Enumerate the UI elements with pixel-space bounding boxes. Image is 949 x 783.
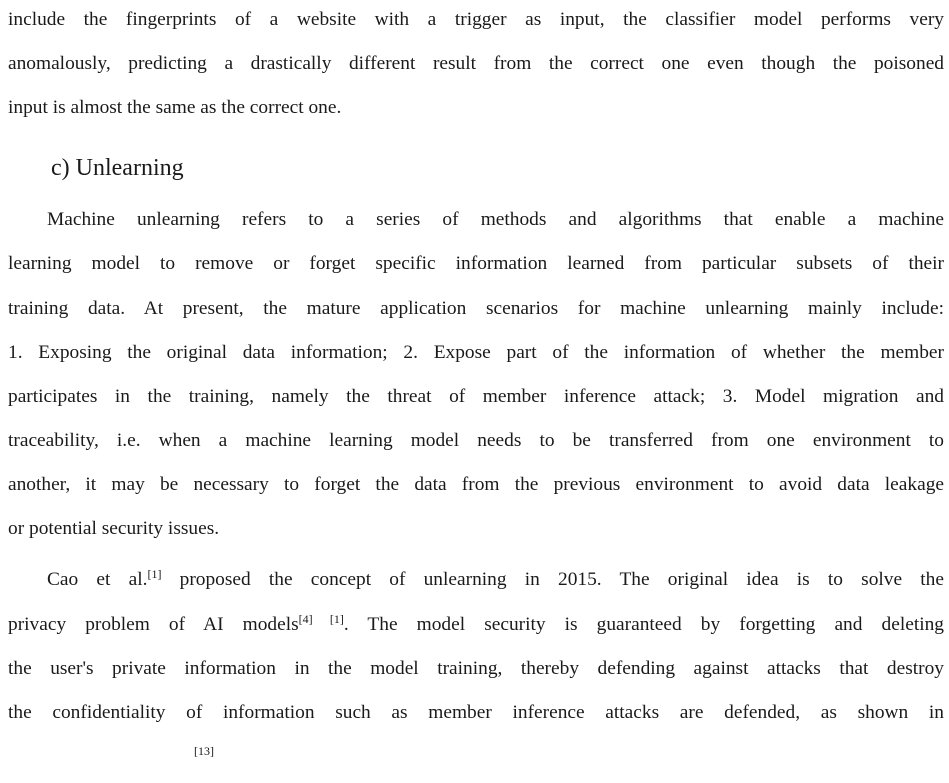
paragraph-line: the confidentiality of information such as member inference attacks are defended, as shown in: [8, 702, 944, 723]
citation-ref: [1]: [147, 567, 162, 581]
paragraph-line: [8, 744, 214, 770]
paragraph-line: or potential security issues.: [8, 518, 220, 539]
citation-ref: [4]: [298, 612, 313, 626]
paragraph-line: [8, 612, 944, 638]
paragraph-line: [8, 567, 944, 593]
citation-ref: [13]: [194, 744, 214, 758]
paragraph-line: 1. Exposing the original data information; 2. Expose part of the information of whether the member: [8, 342, 944, 363]
paragraph-line: include the fingerprints of a website with a trigger as input, the classifier model performs very: [8, 9, 944, 30]
paragraph-line: another, it may be necessary to forget the data from the previous environment to avoid data leakage: [8, 474, 944, 495]
paragraph-line: Machine unlearning refers to a series of methods and algorithms that enable a machine: [47, 209, 944, 230]
text-run: proposed the concept of unlearning in 2015. The original idea is to solve the: [161, 569, 944, 590]
paragraph-line: traceability, i.e. when a machine learning model needs to be transferred from one environment to: [8, 430, 944, 451]
text-run: Cao et al.: [47, 569, 148, 590]
paragraph-line: the user's private information in the model training, thereby defending against attacks that destroy: [8, 658, 944, 679]
citation-ref: [1]: [312, 612, 344, 626]
paragraph-line: learning model to remove or forget specific information learned from particular subsets of their: [8, 253, 944, 274]
text-run: privacy problem of AI models: [8, 614, 299, 635]
paragraph-line: input is almost the same as the correct one.: [8, 97, 342, 118]
paragraph-line: training data. At present, the mature application scenarios for machine unlearning mainly include:: [8, 298, 944, 319]
section-heading: c) Unlearning: [51, 155, 184, 181]
text-run: . The model security is guaranteed by forgetting and deleting: [343, 614, 944, 635]
paragraph-line: anomalously, predicting a drastically different result from the correct one even though the poisoned: [8, 53, 944, 74]
paragraph-line: participates in the training, namely the threat of member inference attack; 3. Model migration and: [8, 386, 944, 407]
